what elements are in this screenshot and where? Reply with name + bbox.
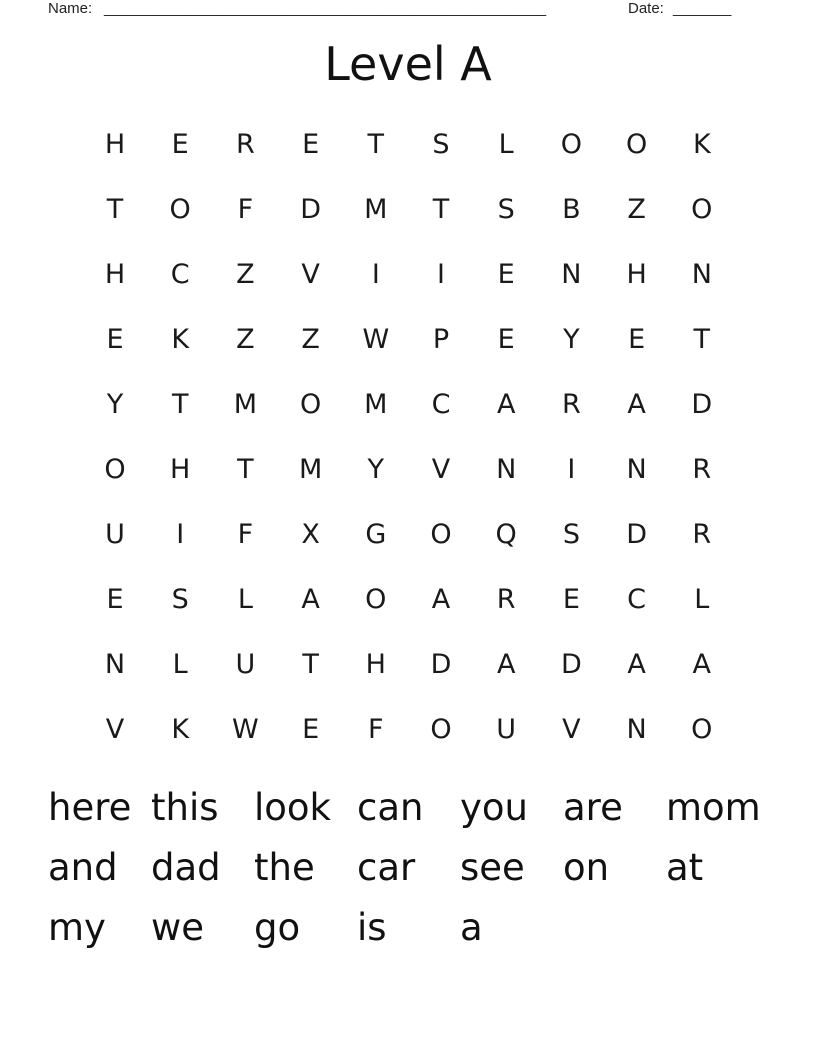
- grid-letter: R: [692, 519, 712, 550]
- grid-letter: I: [176, 519, 185, 550]
- grid-letter: A: [301, 584, 320, 615]
- word-item: my: [48, 906, 106, 949]
- grid-letter: N: [104, 649, 126, 680]
- word-item: dad: [151, 846, 221, 889]
- grid-letter: A: [496, 389, 516, 420]
- grid-letter: O: [430, 519, 452, 550]
- word-item: are: [563, 786, 623, 829]
- grid-letter: I: [371, 259, 380, 290]
- word-item: see: [460, 846, 525, 889]
- grid-letter: U: [496, 714, 517, 745]
- grid-letter: L: [498, 129, 514, 160]
- word-item: here: [48, 786, 132, 829]
- grid-letter: Z: [627, 194, 646, 225]
- word-item: this: [151, 786, 219, 829]
- grid-letter: O: [560, 129, 583, 160]
- grid-letter: P: [432, 324, 450, 355]
- grid-letter: M: [364, 389, 388, 420]
- grid-letter: Q: [495, 519, 517, 550]
- grid-letter: N: [626, 714, 647, 745]
- grid-letter: E: [106, 324, 124, 355]
- word-item: car: [357, 846, 416, 889]
- word-item: on: [563, 846, 610, 889]
- grid-letter: E: [302, 714, 320, 745]
- word-item: mom: [666, 786, 761, 829]
- word-item: and: [48, 846, 118, 889]
- grid-letter: O: [169, 194, 191, 225]
- grid-letter: F: [237, 519, 254, 550]
- grid-letter: D: [430, 649, 452, 680]
- grid-letter: R: [562, 389, 581, 420]
- date-blank-line: _______: [673, 0, 732, 17]
- word-item: the: [254, 846, 315, 889]
- word-item: go: [254, 906, 301, 949]
- grid-letter: N: [626, 454, 647, 485]
- grid-letter: O: [299, 389, 322, 420]
- grid-letter: T: [302, 649, 319, 680]
- grid-letter: F: [368, 714, 384, 745]
- grid-letter: D: [626, 519, 647, 550]
- grid-letter: C: [170, 259, 190, 290]
- grid-letter: O: [691, 714, 713, 745]
- word-item: can: [357, 786, 424, 829]
- word-item: you: [460, 786, 528, 829]
- grid-letter: H: [104, 259, 126, 290]
- grid-letter: Y: [106, 389, 124, 420]
- grid-letter: E: [562, 584, 580, 615]
- grid-letter: W: [362, 324, 390, 355]
- grid-letter: E: [106, 584, 124, 615]
- grid-letter: E: [171, 129, 189, 160]
- grid-letter: M: [364, 194, 388, 225]
- grid-letter: V: [431, 454, 451, 485]
- grid-letter: V: [562, 714, 581, 745]
- grid-letter: M: [298, 454, 323, 485]
- grid-letter: A: [692, 649, 712, 680]
- grid-letter: S: [432, 129, 450, 160]
- grid-letter: R: [692, 454, 712, 485]
- grid-letter: T: [367, 129, 385, 160]
- grid-letter: T: [106, 194, 124, 225]
- grid-letter: O: [625, 129, 648, 160]
- grid-letter: L: [237, 584, 253, 615]
- word-item: is: [357, 906, 387, 949]
- date-label: Date:: [628, 0, 664, 17]
- grid-letter: K: [171, 324, 190, 355]
- grid-letter: K: [692, 129, 711, 160]
- grid-letter: A: [627, 389, 646, 420]
- grid-letter: Z: [301, 324, 320, 355]
- word-item: a: [460, 906, 483, 949]
- grid-letter: Y: [367, 454, 385, 485]
- grid-letter: H: [365, 649, 386, 680]
- grid-letter: U: [105, 519, 125, 550]
- grid-letter: N: [561, 259, 582, 290]
- grid-letter: L: [172, 649, 188, 680]
- grid-letter: F: [237, 194, 254, 225]
- grid-letter: N: [691, 259, 712, 290]
- grid-letter: N: [496, 454, 517, 485]
- grid-letter: E: [497, 324, 515, 355]
- grid-letter: Z: [236, 324, 255, 355]
- grid-letter: C: [431, 389, 451, 420]
- grid-letter: B: [562, 194, 581, 225]
- name-label: Name:: [48, 0, 93, 17]
- grid-letter: I: [437, 259, 445, 290]
- grid-letter: D: [300, 194, 321, 225]
- grid-letter: O: [430, 714, 452, 745]
- grid-letter: T: [693, 324, 711, 355]
- grid-letter: A: [496, 649, 516, 680]
- grid-letter: S: [562, 519, 580, 550]
- grid-letter: X: [301, 519, 320, 550]
- grid-letter: Z: [236, 259, 255, 290]
- grid-letter: M: [233, 389, 258, 420]
- grid-letter: O: [365, 584, 387, 615]
- grid-letter: H: [104, 129, 126, 160]
- grid-letter: S: [497, 194, 515, 225]
- grid-letter: R: [496, 584, 516, 615]
- grid-letter: O: [691, 194, 713, 225]
- grid-letter: K: [171, 714, 190, 745]
- grid-letter: H: [170, 454, 191, 485]
- grid-letter: D: [691, 389, 713, 420]
- grid-letter: C: [627, 584, 647, 615]
- grid-letter: L: [694, 584, 710, 615]
- grid-letter: T: [432, 194, 450, 225]
- grid-letter: A: [627, 649, 646, 680]
- grid-letter: V: [301, 259, 320, 290]
- grid-letter: H: [626, 259, 647, 290]
- grid-letter: E: [628, 324, 646, 355]
- word-item: at: [666, 846, 704, 889]
- grid-letter: T: [237, 454, 254, 485]
- grid-letter: E: [302, 129, 320, 160]
- grid-letter: O: [104, 454, 126, 485]
- grid-letter: G: [365, 519, 387, 550]
- grid-letter: R: [236, 129, 255, 160]
- name-blank-line: _____________________________________________________: [104, 0, 547, 17]
- grid-letter: T: [171, 389, 189, 420]
- grid-letter: U: [235, 649, 256, 680]
- grid-letter: V: [105, 714, 125, 745]
- grid-letter: I: [567, 454, 576, 485]
- page-title: Level A: [324, 37, 492, 91]
- word-item: we: [151, 906, 205, 949]
- grid-letter: A: [431, 584, 451, 615]
- grid-letter: Y: [563, 324, 580, 355]
- grid-letter: E: [497, 259, 515, 290]
- grid-letter: D: [560, 649, 582, 680]
- header-line: [48, 0, 748, 20]
- word-item: look: [254, 786, 331, 829]
- grid-letter: S: [171, 584, 189, 615]
- grid-letter: W: [232, 714, 259, 745]
